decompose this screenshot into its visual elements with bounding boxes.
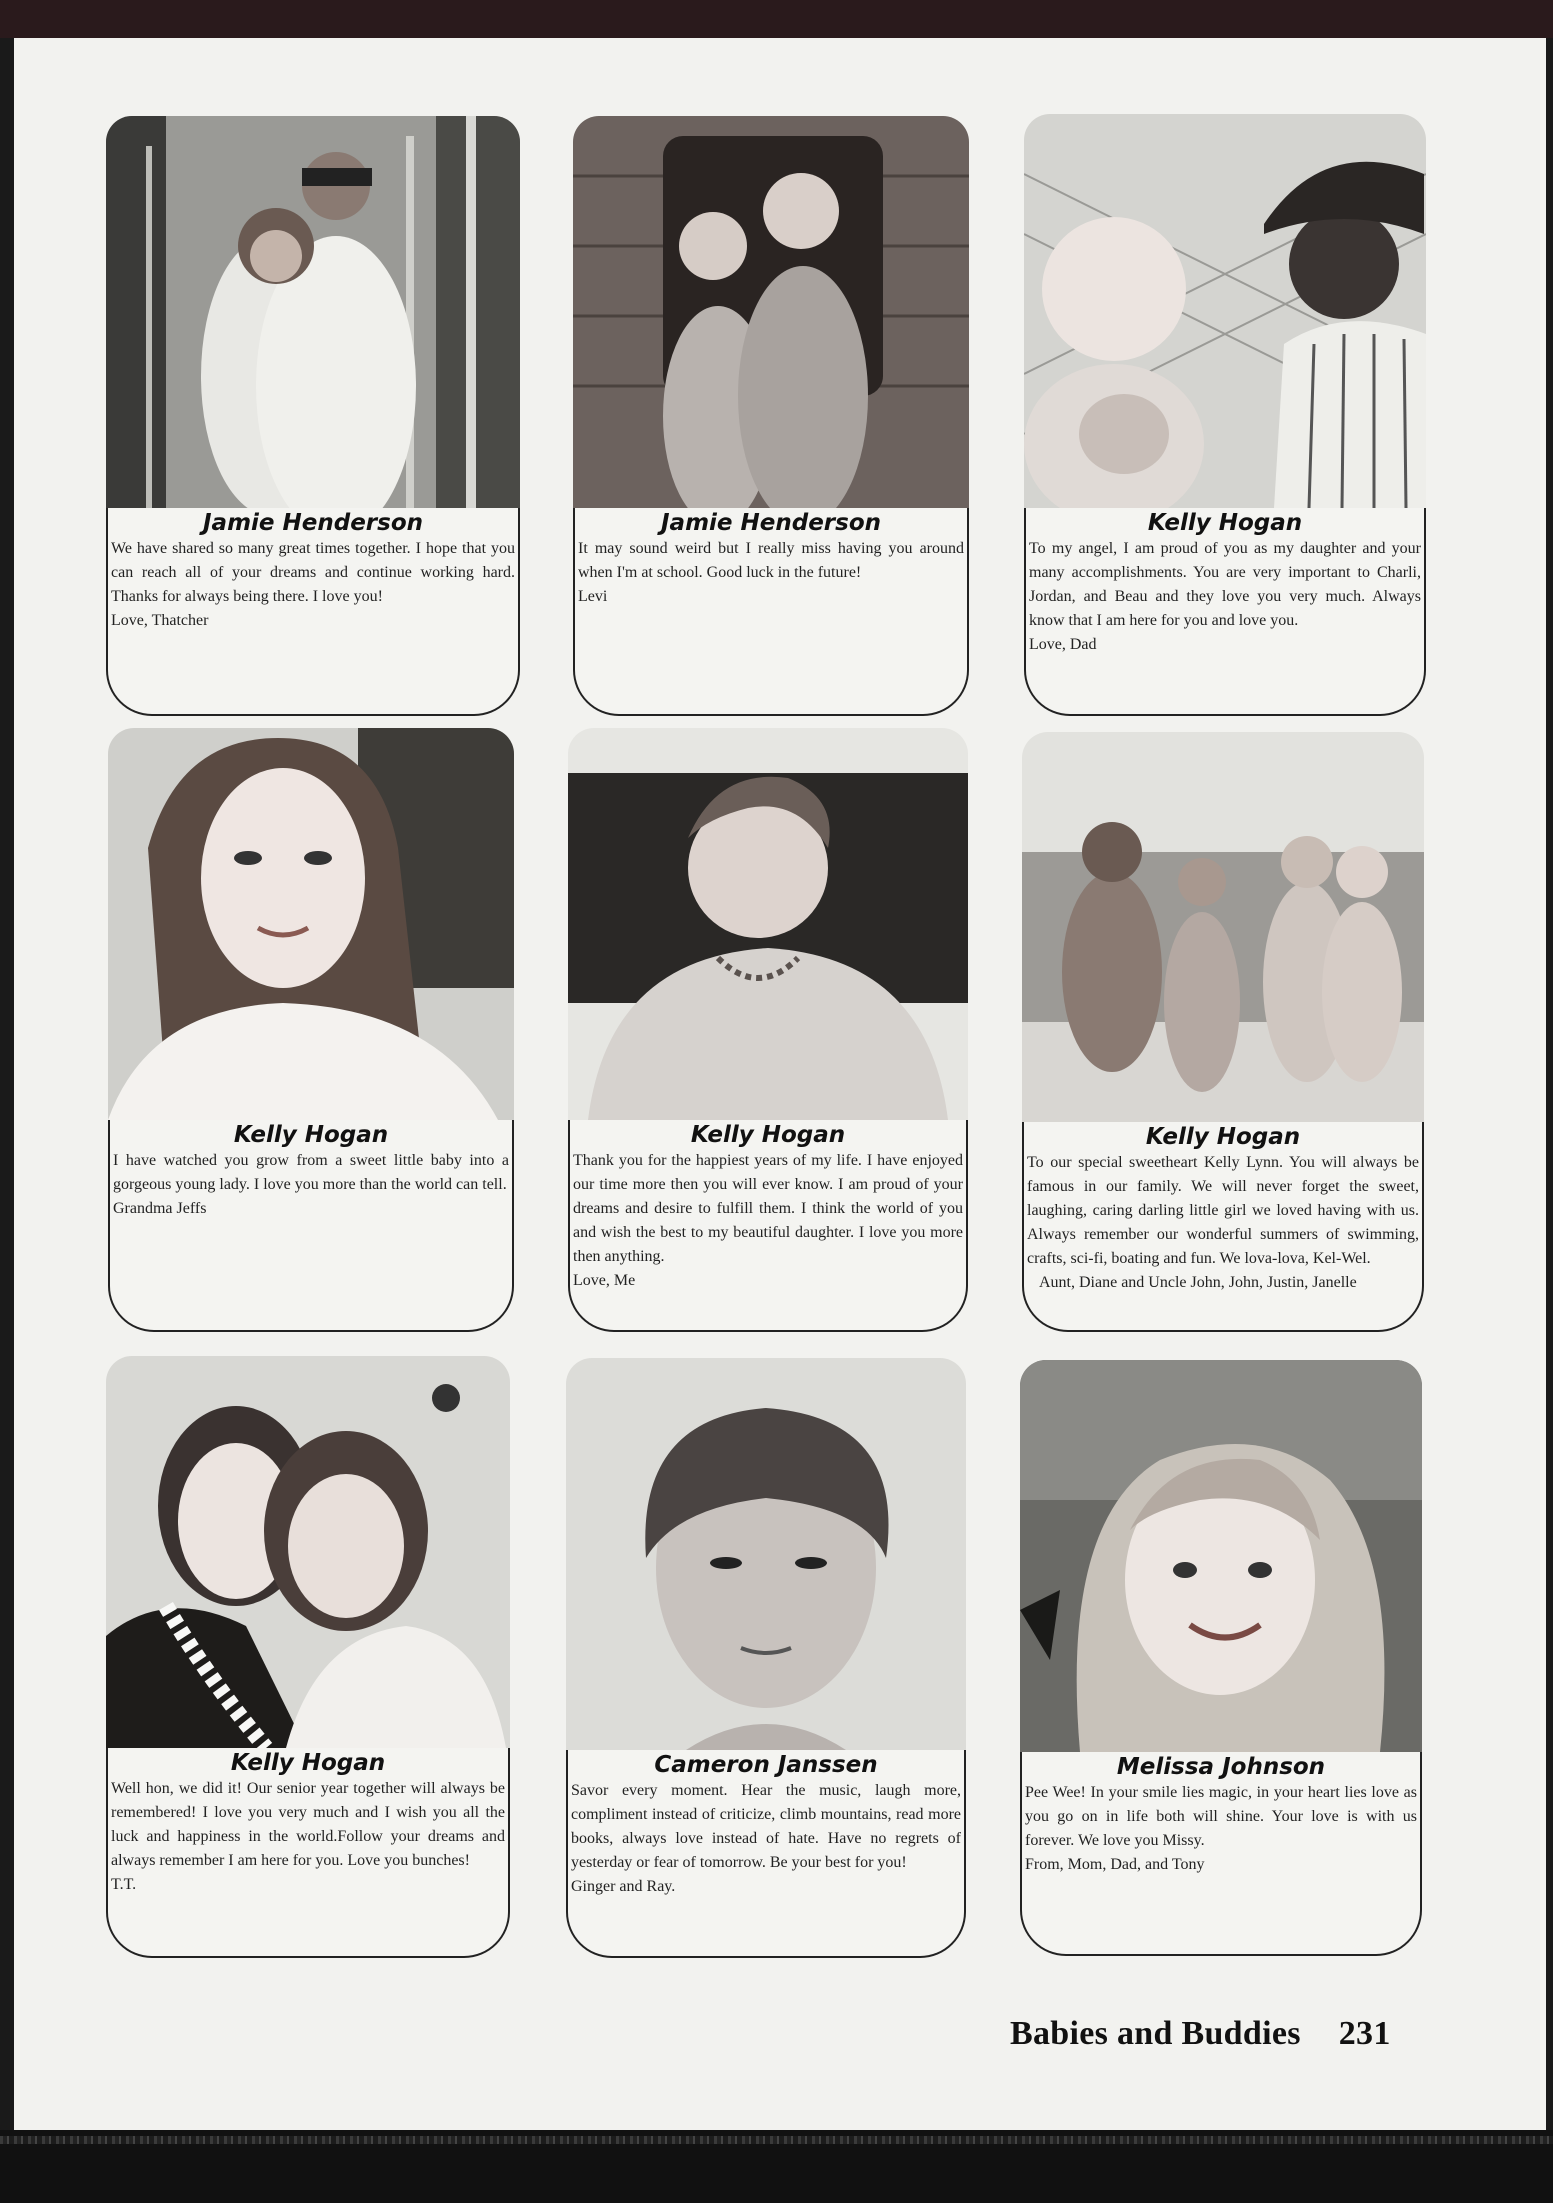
message-text: We have shared so many great times together. I hope that you can reach all of your dreams and continue working hard. Thanks for always being there. I love you! bbox=[111, 540, 519, 605]
caption-box bbox=[566, 1750, 966, 1958]
message-signature: T.T. bbox=[111, 1876, 137, 1893]
message-signature: Grandma Jeffs bbox=[113, 1200, 207, 1217]
message bbox=[108, 1777, 508, 1897]
message-text: To my angel, I am proud of you as my daughter and your many accomplishments. You are very important to Charli, Jordan, and Beau and they love you very much. Always know that I am here for you and love you. bbox=[1029, 540, 1425, 629]
photo bbox=[1020, 1360, 1422, 1752]
photo bbox=[106, 1356, 510, 1748]
message bbox=[575, 537, 967, 609]
page-footer bbox=[1010, 2015, 1391, 2053]
message-signature: Love, Dad bbox=[1029, 636, 1097, 653]
caption-box bbox=[106, 1748, 510, 1958]
caption-box bbox=[106, 508, 520, 716]
ad-card bbox=[1024, 114, 1426, 716]
ad-card bbox=[106, 116, 520, 716]
photo bbox=[108, 728, 514, 1120]
photo bbox=[106, 116, 520, 508]
message-signature: Aunt, Diane and Uncle John, John, Justin, Janelle bbox=[1027, 1274, 1357, 1291]
ad-card bbox=[573, 116, 969, 716]
message-signature: Love, Me bbox=[573, 1272, 636, 1289]
photo bbox=[1024, 114, 1426, 508]
photo bbox=[566, 1358, 966, 1750]
message-text: Pee Wee! In your smile lies magic, in your heart lies love as you go on in life both will shine. Your love is with us forever. We love you Missy. bbox=[1025, 1784, 1421, 1849]
photo bbox=[1022, 732, 1424, 1122]
ad-card bbox=[108, 728, 514, 1332]
message-signature: From, Mom, Dad, and Tony bbox=[1025, 1856, 1205, 1873]
message-text: Thank you for the happiest years of my life. I have enjoyed our time more then you will ever know. I am proud of your dreams and desire to fulfill them. I think the world of you and wish the best to my beautiful daughter. I love you more then anything. bbox=[573, 1152, 967, 1265]
top-edge bbox=[0, 0, 1553, 38]
caption-box bbox=[108, 1120, 514, 1332]
student-name: Cameron Janssen bbox=[654, 1752, 878, 1778]
message-signature: Ginger and Ray. bbox=[571, 1878, 676, 1895]
student-name: Kelly Hogan bbox=[1145, 1124, 1301, 1150]
section-title: Babies and Buddies bbox=[1010, 2015, 1301, 2052]
message bbox=[110, 1149, 512, 1221]
student-name: Kelly Hogan bbox=[690, 1122, 846, 1148]
page-number: 231 bbox=[1338, 2015, 1391, 2052]
ad-card bbox=[1020, 1360, 1422, 1956]
message bbox=[1026, 537, 1424, 657]
message-signature: Love, Thatcher bbox=[111, 612, 209, 629]
caption-box bbox=[568, 1120, 968, 1332]
student-name: Kelly Hogan bbox=[230, 1750, 386, 1776]
ad-card bbox=[106, 1356, 510, 1958]
student-name: Kelly Hogan bbox=[233, 1122, 389, 1148]
student-name: Kelly Hogan bbox=[1147, 510, 1303, 536]
message-signature: Levi bbox=[578, 588, 608, 605]
student-name: Melissa Johnson bbox=[1116, 1754, 1326, 1780]
caption-box bbox=[1024, 508, 1426, 716]
message-text: I have watched you grow from a sweet little baby into a gorgeous young lady. I love you more than the world can tell. bbox=[113, 1152, 513, 1193]
message-text: To our special sweetheart Kelly Lynn. You will always be famous in our family. We will never forget the sweet, laughing, caring darling little girl we loved having with us. Always remember our wonderful summers of swimming, crafts, sci-fi, boating and fun. We lova-lova, Kel-Wel. bbox=[1027, 1154, 1423, 1267]
message bbox=[1022, 1781, 1420, 1877]
message bbox=[570, 1149, 966, 1293]
photo bbox=[573, 116, 969, 508]
message-text: Well hon, we did it! Our senior year together will always be remembered! I love you very much and I wish you all the luck and happiness in the world.Follow your dreams and always remember I am here for you. Love you bunches! bbox=[111, 1780, 509, 1869]
caption-box bbox=[1022, 1122, 1424, 1332]
ad-card bbox=[1022, 732, 1424, 1332]
caption-box bbox=[1020, 1752, 1422, 1956]
ad-card bbox=[566, 1358, 966, 1958]
student-name: Jamie Henderson bbox=[202, 510, 424, 536]
bottom-edge bbox=[0, 2130, 1553, 2203]
ad-card bbox=[568, 728, 968, 1332]
student-name: Jamie Henderson bbox=[660, 510, 882, 536]
caption-box bbox=[573, 508, 969, 716]
message bbox=[568, 1779, 964, 1899]
photo bbox=[568, 728, 968, 1120]
message-text: It may sound weird but I really miss having you around when I'm at school. Good luck in the future! bbox=[578, 540, 968, 581]
message bbox=[1024, 1151, 1422, 1295]
message-text: Savor every moment. Hear the music, laugh more, compliment instead of criticize, climb mountains, read more books, always love instead of hate. Have no regrets of yesterday or fear of tomorrow. Be your best for you! bbox=[571, 1782, 965, 1871]
message bbox=[108, 537, 518, 633]
